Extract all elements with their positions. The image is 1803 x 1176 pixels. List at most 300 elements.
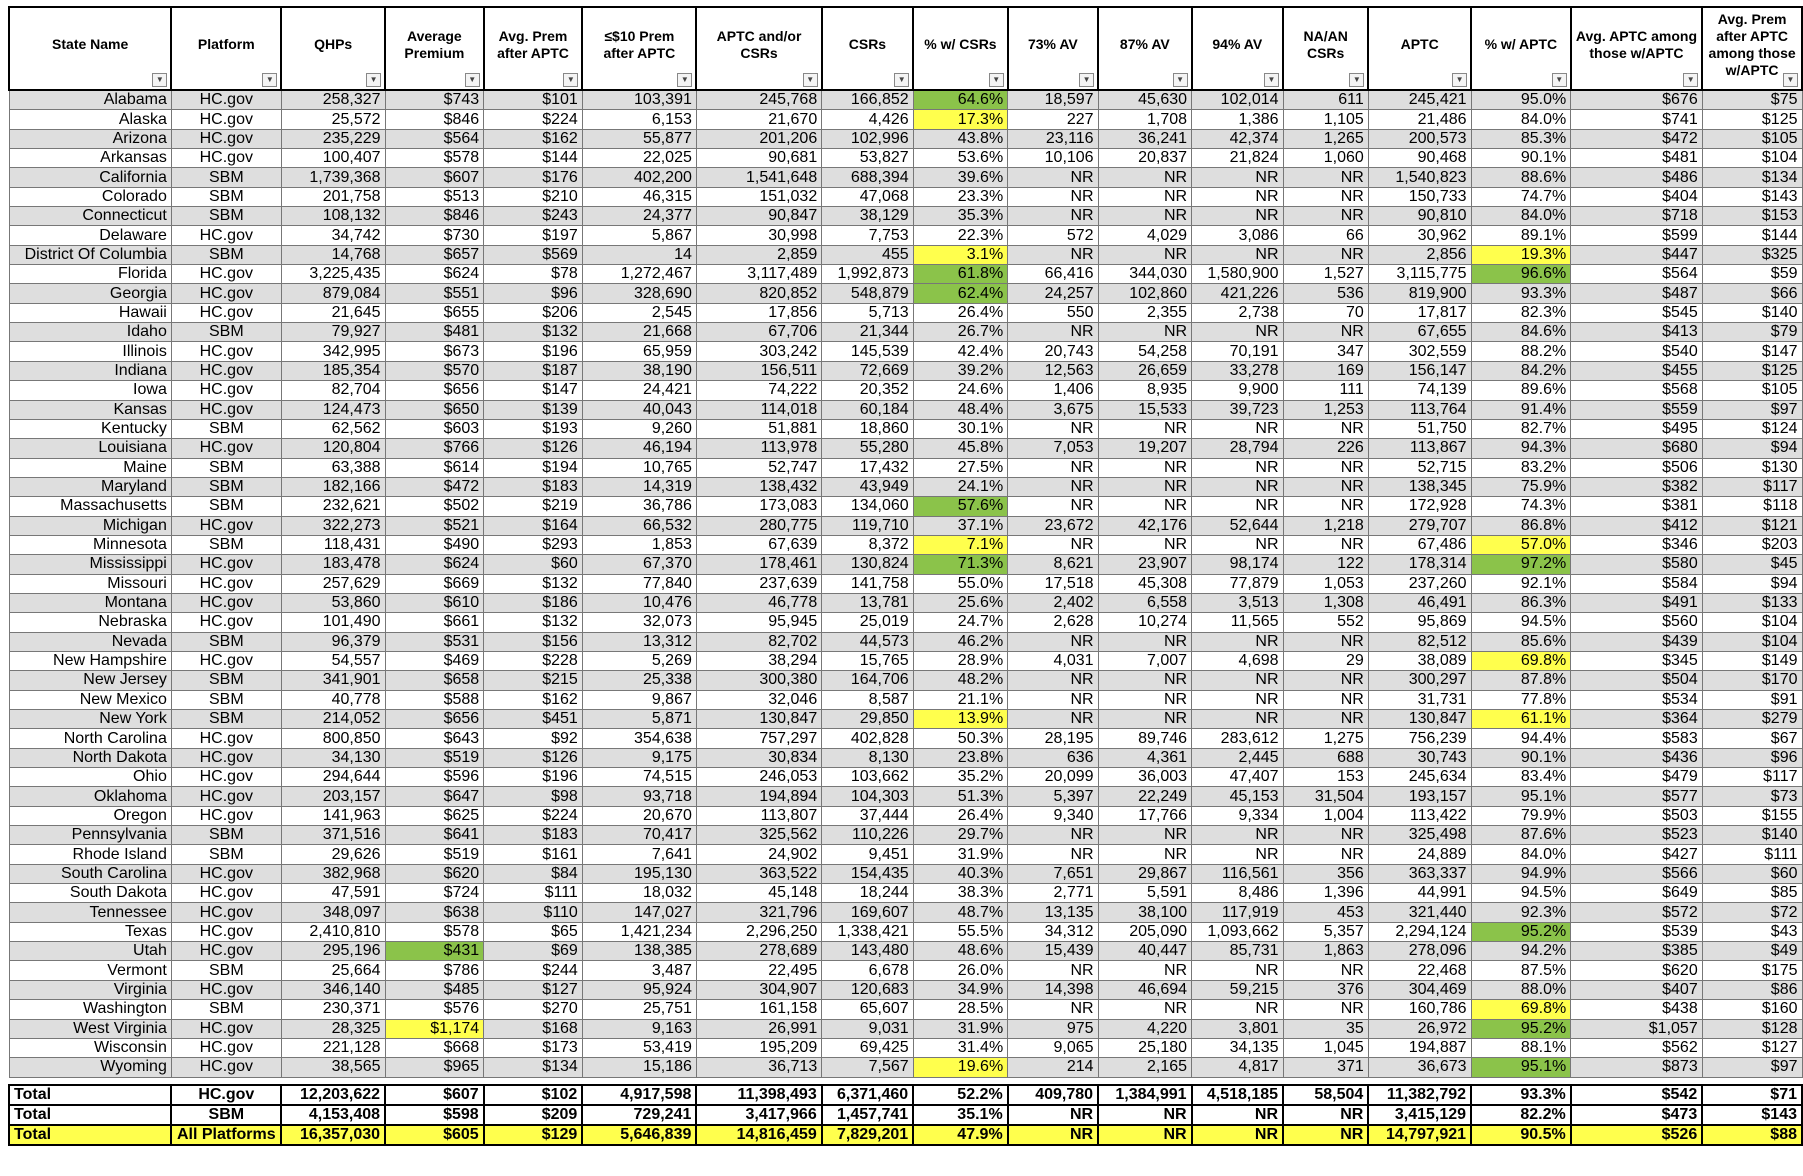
- table-cell[interactable]: NR: [1192, 168, 1283, 187]
- table-cell[interactable]: NR: [1098, 207, 1192, 226]
- table-cell[interactable]: 25,180: [1098, 1038, 1192, 1057]
- table-cell[interactable]: 44,991: [1368, 884, 1471, 903]
- table-cell[interactable]: 21,668: [582, 323, 696, 342]
- table-cell[interactable]: 18,032: [582, 884, 696, 903]
- table-cell[interactable]: 7,651: [1008, 864, 1098, 883]
- table-cell[interactable]: NR: [1192, 961, 1283, 980]
- table-cell[interactable]: 77.8%: [1471, 690, 1571, 709]
- table-cell[interactable]: 1,739,368: [281, 168, 385, 187]
- table-cell[interactable]: $94: [1702, 439, 1802, 458]
- table-cell[interactable]: 34.9%: [913, 980, 1008, 999]
- table-cell[interactable]: $244: [484, 961, 583, 980]
- filter-dropdown-icon[interactable]: ▼: [563, 73, 578, 87]
- table-cell[interactable]: 9,065: [1008, 1038, 1098, 1057]
- table-cell[interactable]: 103,662: [822, 768, 913, 787]
- table-cell[interactable]: 84.0%: [1471, 845, 1571, 864]
- table-cell[interactable]: 14,816,459: [696, 1125, 821, 1145]
- table-cell[interactable]: $661: [385, 613, 484, 632]
- platform-cell[interactable]: HC.gov: [171, 903, 281, 922]
- table-cell[interactable]: $873: [1571, 1058, 1703, 1077]
- table-cell[interactable]: $59: [1702, 265, 1802, 284]
- table-cell[interactable]: 245,768: [696, 90, 821, 110]
- table-cell[interactable]: 688,394: [822, 168, 913, 187]
- table-cell[interactable]: $596: [385, 768, 484, 787]
- table-cell[interactable]: 1,527: [1283, 265, 1368, 284]
- table-cell[interactable]: 4,917,598: [582, 1085, 696, 1105]
- table-cell[interactable]: 193,157: [1368, 787, 1471, 806]
- table-cell[interactable]: 2,355: [1098, 303, 1192, 322]
- state-name-cell[interactable]: North Carolina: [9, 729, 171, 748]
- table-cell[interactable]: $139: [484, 400, 583, 419]
- table-cell[interactable]: 20,352: [822, 381, 913, 400]
- table-cell[interactable]: $243: [484, 207, 583, 226]
- table-cell[interactable]: $156: [484, 632, 583, 651]
- table-cell[interactable]: $209: [484, 1105, 583, 1125]
- platform-cell[interactable]: SBM: [171, 458, 281, 477]
- table-cell[interactable]: $766: [385, 439, 484, 458]
- table-cell[interactable]: $655: [385, 303, 484, 322]
- table-cell[interactable]: 20,099: [1008, 768, 1098, 787]
- table-cell[interactable]: 26.7%: [913, 323, 1008, 342]
- table-cell[interactable]: $669: [385, 574, 484, 593]
- table-cell[interactable]: 26,659: [1098, 361, 1192, 380]
- table-cell[interactable]: 67,706: [696, 323, 821, 342]
- table-cell[interactable]: 1,093,662: [1192, 922, 1283, 941]
- table-cell[interactable]: NR: [1008, 245, 1098, 264]
- table-cell[interactable]: 304,907: [696, 980, 821, 999]
- state-name-cell[interactable]: Oregon: [9, 806, 171, 825]
- table-cell[interactable]: 96.6%: [1471, 265, 1571, 284]
- table-cell[interactable]: 14,768: [281, 245, 385, 264]
- table-cell[interactable]: 356: [1283, 864, 1368, 883]
- state-name-cell[interactable]: Nevada: [9, 632, 171, 651]
- filter-dropdown-icon[interactable]: ▼: [1349, 73, 1364, 87]
- table-cell[interactable]: $965: [385, 1058, 484, 1077]
- table-cell[interactable]: 195,209: [696, 1038, 821, 1057]
- table-cell[interactable]: 89.6%: [1471, 381, 1571, 400]
- table-cell[interactable]: $481: [1571, 149, 1703, 168]
- table-cell[interactable]: 4,817: [1192, 1058, 1283, 1077]
- table-cell[interactable]: 30,834: [696, 748, 821, 767]
- table-cell[interactable]: 70,191: [1192, 342, 1283, 361]
- table-cell[interactable]: 328,690: [582, 284, 696, 303]
- table-cell[interactable]: 117,919: [1192, 903, 1283, 922]
- table-cell[interactable]: 64.6%: [913, 90, 1008, 110]
- table-cell[interactable]: $126: [484, 748, 583, 767]
- table-cell[interactable]: 1,386: [1192, 110, 1283, 129]
- table-cell[interactable]: $846: [385, 207, 484, 226]
- state-name-cell[interactable]: New York: [9, 710, 171, 729]
- table-cell[interactable]: 185,354: [281, 361, 385, 380]
- table-cell[interactable]: 1,406: [1008, 381, 1098, 400]
- table-cell[interactable]: $155: [1702, 806, 1802, 825]
- table-cell[interactable]: 879,084: [281, 284, 385, 303]
- table-cell[interactable]: $506: [1571, 458, 1703, 477]
- table-cell[interactable]: 86.8%: [1471, 516, 1571, 535]
- table-cell[interactable]: 24.6%: [913, 381, 1008, 400]
- table-cell[interactable]: 77,840: [582, 574, 696, 593]
- table-cell[interactable]: 22,249: [1098, 787, 1192, 806]
- table-cell[interactable]: 113,867: [1368, 439, 1471, 458]
- table-cell[interactable]: 14,797,921: [1368, 1125, 1471, 1145]
- table-cell[interactable]: $98: [484, 787, 583, 806]
- table-cell[interactable]: $293: [484, 535, 583, 554]
- table-cell[interactable]: $730: [385, 226, 484, 245]
- table-cell[interactable]: 39.2%: [913, 361, 1008, 380]
- table-cell[interactable]: 295,196: [281, 942, 385, 961]
- table-cell[interactable]: 11,382,792: [1368, 1085, 1471, 1105]
- table-cell[interactable]: 304,469: [1368, 980, 1471, 999]
- table-cell[interactable]: $650: [385, 400, 484, 419]
- table-cell[interactable]: NR: [1098, 168, 1192, 187]
- table-cell[interactable]: 3,415,129: [1368, 1105, 1471, 1125]
- table-cell[interactable]: 29,867: [1098, 864, 1192, 883]
- table-cell[interactable]: $539: [1571, 922, 1703, 941]
- table-cell[interactable]: $481: [385, 323, 484, 342]
- table-cell[interactable]: 32,073: [582, 613, 696, 632]
- platform-cell[interactable]: HC.gov: [171, 980, 281, 999]
- table-cell[interactable]: 37.1%: [913, 516, 1008, 535]
- state-name-cell[interactable]: Arizona: [9, 129, 171, 148]
- table-cell[interactable]: 25,751: [582, 1000, 696, 1019]
- table-cell[interactable]: 17,518: [1008, 574, 1098, 593]
- table-cell[interactable]: $641: [385, 826, 484, 845]
- table-cell[interactable]: 47,068: [822, 187, 913, 206]
- table-cell[interactable]: NR: [1283, 845, 1368, 864]
- table-cell[interactable]: NR: [1008, 826, 1098, 845]
- state-name-cell[interactable]: Colorado: [9, 187, 171, 206]
- table-cell[interactable]: NR: [1192, 632, 1283, 651]
- table-cell[interactable]: $580: [1571, 555, 1703, 574]
- table-cell[interactable]: 421,226: [1192, 284, 1283, 303]
- table-cell[interactable]: 16,357,030: [281, 1125, 385, 1145]
- table-cell[interactable]: 5,646,839: [582, 1125, 696, 1145]
- table-cell[interactable]: 23,907: [1098, 555, 1192, 574]
- table-cell[interactable]: 46.2%: [913, 632, 1008, 651]
- table-cell[interactable]: 40.3%: [913, 864, 1008, 883]
- table-cell[interactable]: $786: [385, 961, 484, 980]
- table-cell[interactable]: 5,269: [582, 651, 696, 670]
- platform-cell[interactable]: HC.gov: [171, 400, 281, 419]
- table-cell[interactable]: $490: [385, 535, 484, 554]
- table-cell[interactable]: 88.2%: [1471, 342, 1571, 361]
- platform-cell[interactable]: HC.gov: [171, 884, 281, 903]
- table-cell[interactable]: $638: [385, 903, 484, 922]
- table-cell[interactable]: 53.6%: [913, 149, 1008, 168]
- table-cell[interactable]: $153: [1702, 207, 1802, 226]
- table-cell[interactable]: 14,319: [582, 477, 696, 496]
- table-cell[interactable]: $564: [385, 129, 484, 148]
- state-name-cell[interactable]: South Carolina: [9, 864, 171, 883]
- table-cell[interactable]: NR: [1008, 1105, 1098, 1125]
- table-cell[interactable]: 294,644: [281, 768, 385, 787]
- table-cell[interactable]: 409,780: [1008, 1085, 1098, 1105]
- table-cell[interactable]: $610: [385, 593, 484, 612]
- filter-dropdown-icon[interactable]: ▼: [1683, 73, 1698, 87]
- table-cell[interactable]: 26,972: [1368, 1019, 1471, 1038]
- table-cell[interactable]: $45: [1702, 555, 1802, 574]
- state-name-cell[interactable]: Oklahoma: [9, 787, 171, 806]
- table-cell[interactable]: $84: [484, 864, 583, 883]
- table-cell[interactable]: 756,239: [1368, 729, 1471, 748]
- table-cell[interactable]: NR: [1283, 497, 1368, 516]
- filter-dropdown-icon[interactable]: ▼: [989, 73, 1004, 87]
- table-cell[interactable]: $407: [1571, 980, 1703, 999]
- table-cell[interactable]: 22.3%: [913, 226, 1008, 245]
- table-cell[interactable]: 38,190: [582, 361, 696, 380]
- table-cell[interactable]: $846: [385, 110, 484, 129]
- table-cell[interactable]: 156,147: [1368, 361, 1471, 380]
- table-cell[interactable]: 34,130: [281, 748, 385, 767]
- table-cell[interactable]: 325,498: [1368, 826, 1471, 845]
- platform-cell[interactable]: HC.gov: [171, 1038, 281, 1057]
- table-cell[interactable]: 33,278: [1192, 361, 1283, 380]
- table-cell[interactable]: 87.5%: [1471, 961, 1571, 980]
- table-cell[interactable]: 1,272,467: [582, 265, 696, 284]
- table-cell[interactable]: 138,432: [696, 477, 821, 496]
- platform-cell[interactable]: SBM: [171, 1105, 281, 1125]
- table-cell[interactable]: 21,486: [1368, 110, 1471, 129]
- table-cell[interactable]: 15,533: [1098, 400, 1192, 419]
- table-cell[interactable]: NR: [1098, 961, 1192, 980]
- table-cell[interactable]: 55.5%: [913, 922, 1008, 941]
- platform-cell[interactable]: HC.gov: [171, 361, 281, 380]
- table-cell[interactable]: $564: [1571, 265, 1703, 284]
- table-cell[interactable]: 363,337: [1368, 864, 1471, 883]
- table-cell[interactable]: $101: [484, 90, 583, 110]
- table-cell[interactable]: $96: [484, 284, 583, 303]
- table-cell[interactable]: 5,397: [1008, 787, 1098, 806]
- table-cell[interactable]: 24,377: [582, 207, 696, 226]
- table-cell[interactable]: $173: [484, 1038, 583, 1057]
- table-cell[interactable]: NR: [1192, 207, 1283, 226]
- table-cell[interactable]: 36,241: [1098, 129, 1192, 148]
- table-cell[interactable]: 57.6%: [913, 497, 1008, 516]
- table-cell[interactable]: $85: [1702, 884, 1802, 903]
- state-name-cell[interactable]: Texas: [9, 922, 171, 941]
- table-cell[interactable]: 325,562: [696, 826, 821, 845]
- table-cell[interactable]: 85.6%: [1471, 632, 1571, 651]
- table-cell[interactable]: 58,504: [1283, 1085, 1368, 1105]
- table-cell[interactable]: 214: [1008, 1058, 1098, 1077]
- table-cell[interactable]: NR: [1283, 458, 1368, 477]
- table-cell[interactable]: 17,817: [1368, 303, 1471, 322]
- table-cell[interactable]: 17,432: [822, 458, 913, 477]
- table-cell[interactable]: 5,867: [582, 226, 696, 245]
- table-cell[interactable]: 1,457,741: [822, 1105, 913, 1125]
- total-label-cell[interactable]: Total: [9, 1105, 171, 1125]
- table-cell[interactable]: 230,371: [281, 1000, 385, 1019]
- table-cell[interactable]: NR: [1283, 1000, 1368, 1019]
- table-cell[interactable]: $526: [1571, 1125, 1703, 1145]
- table-cell[interactable]: $215: [484, 671, 583, 690]
- table-cell[interactable]: $657: [385, 245, 484, 264]
- table-cell[interactable]: 21,344: [822, 323, 913, 342]
- table-cell[interactable]: 38,565: [281, 1058, 385, 1077]
- table-cell[interactable]: $134: [484, 1058, 583, 1077]
- table-cell[interactable]: 7,007: [1098, 651, 1192, 670]
- table-cell[interactable]: $194: [484, 458, 583, 477]
- table-cell[interactable]: 1,253: [1283, 400, 1368, 419]
- table-cell[interactable]: NR: [1008, 187, 1098, 206]
- table-cell[interactable]: 164,706: [822, 671, 913, 690]
- table-cell[interactable]: 113,422: [1368, 806, 1471, 825]
- state-name-cell[interactable]: District Of Columbia: [9, 245, 171, 264]
- state-name-cell[interactable]: West Virginia: [9, 1019, 171, 1038]
- table-cell[interactable]: 94.5%: [1471, 613, 1571, 632]
- table-cell[interactable]: 160,786: [1368, 1000, 1471, 1019]
- table-cell[interactable]: 19.6%: [913, 1058, 1008, 1077]
- table-cell[interactable]: 178,314: [1368, 555, 1471, 574]
- table-cell[interactable]: 130,824: [822, 555, 913, 574]
- table-cell[interactable]: $523: [1571, 826, 1703, 845]
- table-cell[interactable]: 55.0%: [913, 574, 1008, 593]
- table-cell[interactable]: 10,476: [582, 593, 696, 612]
- table-cell[interactable]: 820,852: [696, 284, 821, 303]
- state-name-cell[interactable]: Connecticut: [9, 207, 171, 226]
- table-cell[interactable]: 22,495: [696, 961, 821, 980]
- table-cell[interactable]: 108,132: [281, 207, 385, 226]
- table-cell[interactable]: 74,222: [696, 381, 821, 400]
- table-cell[interactable]: 8,130: [822, 748, 913, 767]
- table-cell[interactable]: $346: [1571, 535, 1703, 554]
- state-name-cell[interactable]: Nebraska: [9, 613, 171, 632]
- table-cell[interactable]: 38,089: [1368, 651, 1471, 670]
- table-cell[interactable]: 74.7%: [1471, 187, 1571, 206]
- table-cell[interactable]: 7,053: [1008, 439, 1098, 458]
- table-cell[interactable]: 95,945: [696, 613, 821, 632]
- table-cell[interactable]: $413: [1571, 323, 1703, 342]
- state-name-cell[interactable]: Pennsylvania: [9, 826, 171, 845]
- table-cell[interactable]: 52,644: [1192, 516, 1283, 535]
- table-cell[interactable]: 29,850: [822, 710, 913, 729]
- table-cell[interactable]: $104: [1702, 149, 1802, 168]
- table-cell[interactable]: 31.4%: [913, 1038, 1008, 1057]
- table-cell[interactable]: $224: [484, 110, 583, 129]
- table-cell[interactable]: $584: [1571, 574, 1703, 593]
- table-cell[interactable]: 36,713: [696, 1058, 821, 1077]
- table-cell[interactable]: $412: [1571, 516, 1703, 535]
- table-cell[interactable]: $66: [1702, 284, 1802, 303]
- filter-dropdown-icon[interactable]: ▼: [465, 73, 480, 87]
- table-cell[interactable]: $132: [484, 574, 583, 593]
- state-name-cell[interactable]: Louisiana: [9, 439, 171, 458]
- table-cell[interactable]: $96: [1702, 748, 1802, 767]
- table-cell[interactable]: $381: [1571, 497, 1703, 516]
- state-name-cell[interactable]: Maine: [9, 458, 171, 477]
- platform-cell[interactable]: SBM: [171, 419, 281, 438]
- table-cell[interactable]: $60: [1702, 864, 1802, 883]
- table-cell[interactable]: 4,029: [1098, 226, 1192, 245]
- table-cell[interactable]: 19.3%: [1471, 245, 1571, 264]
- table-cell[interactable]: 1,308: [1283, 593, 1368, 612]
- table-cell[interactable]: 59,215: [1192, 980, 1283, 999]
- table-cell[interactable]: 17,856: [696, 303, 821, 322]
- filter-dropdown-icon[interactable]: ▼: [677, 73, 692, 87]
- table-cell[interactable]: $598: [385, 1105, 484, 1125]
- table-cell[interactable]: $576: [385, 1000, 484, 1019]
- table-cell[interactable]: NR: [1008, 168, 1098, 187]
- table-cell[interactable]: 572: [1008, 226, 1098, 245]
- table-cell[interactable]: 1,338,421: [822, 922, 913, 941]
- table-cell[interactable]: 227: [1008, 110, 1098, 129]
- table-cell[interactable]: 48.7%: [913, 903, 1008, 922]
- table-cell[interactable]: 20,837: [1098, 149, 1192, 168]
- table-cell[interactable]: 94.5%: [1471, 884, 1571, 903]
- state-name-cell[interactable]: New Hampshire: [9, 651, 171, 670]
- table-cell[interactable]: 90.1%: [1471, 149, 1571, 168]
- table-cell[interactable]: $118: [1702, 497, 1802, 516]
- table-cell[interactable]: 21,670: [696, 110, 821, 129]
- table-cell[interactable]: 348,097: [281, 903, 385, 922]
- platform-cell[interactable]: HC.gov: [171, 439, 281, 458]
- table-cell[interactable]: 3,487: [582, 961, 696, 980]
- table-cell[interactable]: $65: [484, 922, 583, 941]
- platform-cell[interactable]: SBM: [171, 845, 281, 864]
- table-cell[interactable]: 278,689: [696, 942, 821, 961]
- table-cell[interactable]: NR: [1008, 535, 1098, 554]
- table-cell[interactable]: $72: [1702, 903, 1802, 922]
- table-cell[interactable]: 24.1%: [913, 477, 1008, 496]
- table-cell[interactable]: 66,532: [582, 516, 696, 535]
- table-cell[interactable]: 819,900: [1368, 284, 1471, 303]
- table-cell[interactable]: 85.3%: [1471, 129, 1571, 148]
- state-name-cell[interactable]: Virginia: [9, 980, 171, 999]
- table-cell[interactable]: 48.4%: [913, 400, 1008, 419]
- table-cell[interactable]: $105: [1702, 129, 1802, 148]
- table-cell[interactable]: 53,419: [582, 1038, 696, 1057]
- table-cell[interactable]: $49: [1702, 942, 1802, 961]
- table-cell[interactable]: NR: [1098, 458, 1192, 477]
- table-cell[interactable]: 122: [1283, 555, 1368, 574]
- table-cell[interactable]: 88.6%: [1471, 168, 1571, 187]
- table-cell[interactable]: 214,052: [281, 710, 385, 729]
- table-cell[interactable]: 75.9%: [1471, 477, 1571, 496]
- table-cell[interactable]: 34,135: [1192, 1038, 1283, 1057]
- table-cell[interactable]: 145,539: [822, 342, 913, 361]
- table-cell[interactable]: 3,086: [1192, 226, 1283, 245]
- table-cell[interactable]: 69.8%: [1471, 651, 1571, 670]
- table-cell[interactable]: 65,607: [822, 1000, 913, 1019]
- table-cell[interactable]: $176: [484, 168, 583, 187]
- table-cell[interactable]: 17.3%: [913, 110, 1008, 129]
- table-cell[interactable]: $486: [1571, 168, 1703, 187]
- total-label-cell[interactable]: Total: [9, 1125, 171, 1145]
- table-cell[interactable]: $534: [1571, 690, 1703, 709]
- table-cell[interactable]: $69: [484, 942, 583, 961]
- table-cell[interactable]: 141,963: [281, 806, 385, 825]
- table-cell[interactable]: 3,117,489: [696, 265, 821, 284]
- table-cell[interactable]: 26.4%: [913, 806, 1008, 825]
- state-name-cell[interactable]: Indiana: [9, 361, 171, 380]
- table-cell[interactable]: 4,220: [1098, 1019, 1192, 1038]
- platform-cell[interactable]: SBM: [171, 535, 281, 554]
- table-cell[interactable]: 30,962: [1368, 226, 1471, 245]
- table-cell[interactable]: NR: [1008, 419, 1098, 438]
- table-cell[interactable]: NR: [1192, 710, 1283, 729]
- table-cell[interactable]: 382,968: [281, 864, 385, 883]
- table-cell[interactable]: 113,978: [696, 439, 821, 458]
- table-cell[interactable]: 2,445: [1192, 748, 1283, 767]
- table-cell[interactable]: 70: [1283, 303, 1368, 322]
- table-cell[interactable]: 104,303: [822, 787, 913, 806]
- table-cell[interactable]: 346,140: [281, 980, 385, 999]
- table-cell[interactable]: 47.9%: [913, 1125, 1008, 1145]
- table-cell[interactable]: 156,511: [696, 361, 821, 380]
- table-cell[interactable]: 9,175: [582, 748, 696, 767]
- filter-dropdown-icon[interactable]: ▼: [1552, 73, 1567, 87]
- table-cell[interactable]: 12,563: [1008, 361, 1098, 380]
